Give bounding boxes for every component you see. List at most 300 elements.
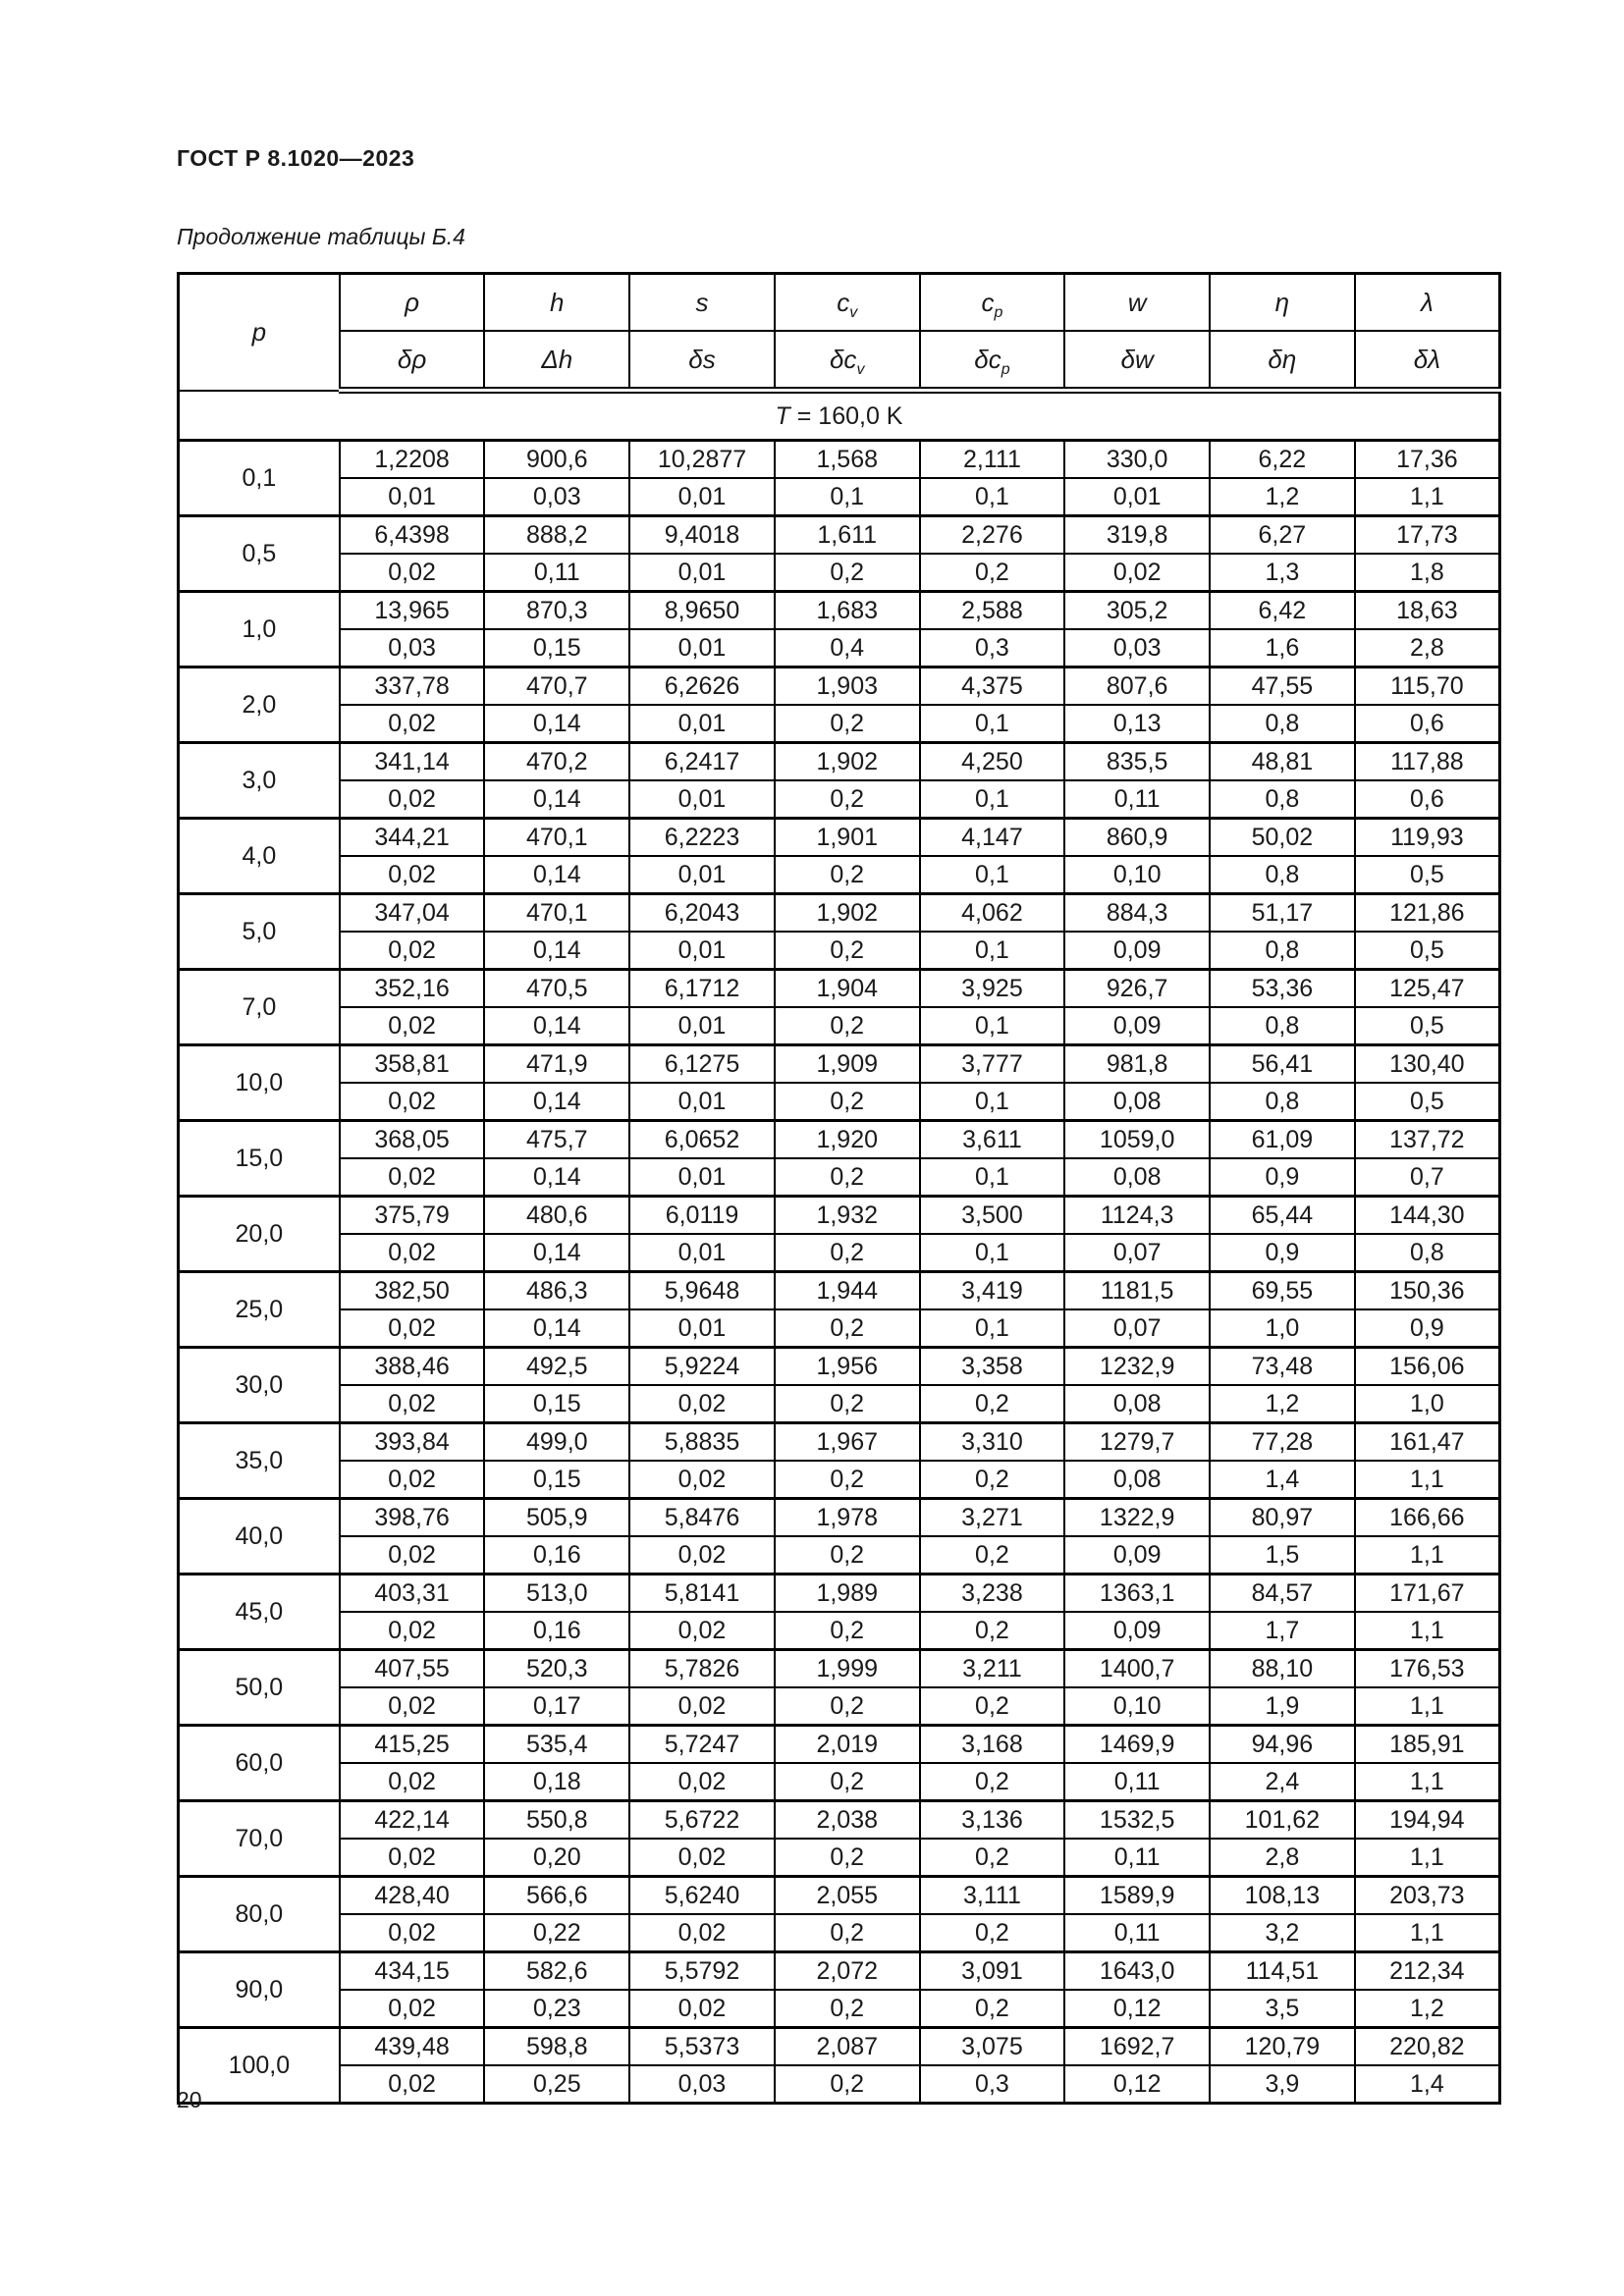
value-row — [179, 1423, 1500, 1462]
delta-cell: 0,2 — [775, 1083, 920, 1121]
delta-cell: 0,02 — [340, 1839, 485, 1877]
value-cell: 4,062 — [920, 894, 1065, 933]
delta-cell: 0,8 — [1210, 705, 1355, 743]
value-row — [179, 592, 1500, 630]
value-cell: 73,48 — [1210, 1348, 1355, 1386]
delta-cell: 0,14 — [484, 1309, 629, 1348]
pressure-column-header: p — [179, 274, 340, 391]
delta-cell: 0,2 — [920, 1763, 1065, 1801]
delta-cell: 0,12 — [1064, 1990, 1210, 2028]
value-cell: 1469,9 — [1064, 1726, 1210, 1764]
delta-cell: 0,08 — [1064, 1158, 1210, 1197]
value-cell: 120,79 — [1210, 2028, 1355, 2066]
column-header-delta: Δh — [484, 331, 629, 391]
delta-cell: 0,02 — [340, 1309, 485, 1348]
pressure-cell: 7,0 — [179, 970, 340, 1045]
delta-row — [179, 1914, 1500, 1952]
value-cell: 121,86 — [1355, 894, 1500, 933]
delta-cell: 0,5 — [1355, 1083, 1500, 1121]
delta-cell: 0,09 — [1064, 1536, 1210, 1575]
value-row — [179, 1272, 1500, 1310]
value-row — [179, 516, 1500, 555]
pressure-cell: 100,0 — [179, 2028, 340, 2104]
value-cell: 8,9650 — [629, 592, 775, 630]
delta-cell: 1,8 — [1355, 554, 1500, 592]
value-cell: 2,111 — [920, 441, 1065, 479]
value-cell: 470,7 — [484, 667, 629, 706]
delta-cell: 1,1 — [1355, 1763, 1500, 1801]
header-row-deltas — [179, 331, 1500, 391]
delta-cell: 0,02 — [629, 1839, 775, 1877]
delta-cell: 0,5 — [1355, 1007, 1500, 1045]
value-cell: 115,70 — [1355, 667, 1500, 706]
value-cell: 6,2043 — [629, 894, 775, 933]
pressure-cell: 45,0 — [179, 1575, 340, 1650]
value-row — [179, 1348, 1500, 1386]
delta-cell: 0,14 — [484, 856, 629, 894]
value-cell: 884,3 — [1064, 894, 1210, 933]
temperature-value: = 160,0 K — [789, 401, 903, 430]
delta-cell: 0,2 — [775, 1990, 920, 2028]
delta-cell: 0,2 — [775, 1385, 920, 1423]
delta-cell: 0,2 — [920, 1914, 1065, 1952]
pressure-cell: 80,0 — [179, 1877, 340, 1952]
delta-cell: 0,02 — [340, 1007, 485, 1045]
value-cell: 1,999 — [775, 1650, 920, 1688]
value-cell: 1643,0 — [1064, 1952, 1210, 1991]
value-cell: 10,2877 — [629, 441, 775, 479]
value-cell: 5,6722 — [629, 1801, 775, 1840]
value-cell: 486,3 — [484, 1272, 629, 1310]
delta-cell: 0,02 — [1064, 554, 1210, 592]
delta-cell: 2,8 — [1355, 629, 1500, 667]
delta-cell: 1,5 — [1210, 1536, 1355, 1575]
pressure-cell: 70,0 — [179, 1801, 340, 1877]
delta-cell: 0,2 — [775, 1763, 920, 1801]
delta-cell: 0,1 — [920, 1083, 1065, 1121]
value-cell: 3,611 — [920, 1121, 1065, 1159]
value-cell: 582,6 — [484, 1952, 629, 1991]
delta-row — [179, 554, 1500, 592]
value-cell: 520,3 — [484, 1650, 629, 1688]
value-cell: 475,7 — [484, 1121, 629, 1159]
value-cell: 6,0119 — [629, 1197, 775, 1235]
delta-cell: 0,3 — [920, 2065, 1065, 2104]
value-row — [179, 1801, 1500, 1840]
document-code: ГОСТ Р 8.1020—2023 — [177, 145, 415, 171]
value-cell: 4,375 — [920, 667, 1065, 706]
delta-cell: 0,03 — [484, 478, 629, 516]
value-cell: 888,2 — [484, 516, 629, 555]
delta-cell: 0,02 — [629, 1461, 775, 1499]
delta-cell: 0,14 — [484, 1083, 629, 1121]
properties-table — [177, 272, 1501, 2105]
delta-cell: 0,14 — [484, 1234, 629, 1272]
value-cell: 981,8 — [1064, 1045, 1210, 1084]
delta-cell: 0,2 — [775, 932, 920, 970]
value-cell: 51,17 — [1210, 894, 1355, 933]
delta-cell: 0,18 — [484, 1763, 629, 1801]
delta-cell: 0,02 — [340, 1385, 485, 1423]
column-header-symbol: h — [484, 274, 629, 332]
delta-cell: 0,5 — [1355, 856, 1500, 894]
delta-cell: 0,02 — [340, 554, 485, 592]
value-cell: 125,47 — [1355, 970, 1500, 1008]
value-row — [179, 1045, 1500, 1084]
column-header-symbol: η — [1210, 274, 1355, 332]
value-cell: 319,8 — [1064, 516, 1210, 555]
value-cell: 117,88 — [1355, 743, 1500, 781]
delta-cell: 0,01 — [340, 478, 485, 516]
value-cell: 56,41 — [1210, 1045, 1355, 1084]
value-cell: 150,36 — [1355, 1272, 1500, 1310]
delta-cell: 1,6 — [1210, 629, 1355, 667]
column-header-delta: δλ — [1355, 331, 1500, 391]
value-cell: 1400,7 — [1064, 1650, 1210, 1688]
value-cell: 1232,9 — [1064, 1348, 1210, 1386]
delta-cell: 1,1 — [1355, 1687, 1500, 1726]
delta-cell: 0,9 — [1210, 1158, 1355, 1197]
value-cell: 434,15 — [340, 1952, 485, 1991]
delta-cell: 0,01 — [629, 1234, 775, 1272]
value-cell: 835,5 — [1064, 743, 1210, 781]
delta-cell: 0,2 — [775, 1461, 920, 1499]
delta-row — [179, 780, 1500, 819]
delta-cell: 1,9 — [1210, 1687, 1355, 1726]
value-cell: 1,909 — [775, 1045, 920, 1084]
value-cell: 6,27 — [1210, 516, 1355, 555]
value-cell: 470,1 — [484, 894, 629, 933]
delta-cell: 0,11 — [1064, 1914, 1210, 1952]
delta-cell: 0,1 — [920, 478, 1065, 516]
delta-cell: 0,02 — [629, 1536, 775, 1575]
value-cell: 3,310 — [920, 1423, 1065, 1462]
value-cell: 393,84 — [340, 1423, 485, 1462]
value-cell: 17,73 — [1355, 516, 1500, 555]
delta-cell: 0,14 — [484, 932, 629, 970]
column-header-symbol: ρ — [340, 274, 485, 332]
delta-cell: 0,2 — [775, 1536, 920, 1575]
delta-row — [179, 1461, 1500, 1499]
value-cell: 13,965 — [340, 592, 485, 630]
delta-cell: 0,02 — [340, 932, 485, 970]
delta-row — [179, 1234, 1500, 1272]
value-cell: 1322,9 — [1064, 1499, 1210, 1537]
delta-cell: 1,1 — [1355, 478, 1500, 516]
delta-cell: 3,5 — [1210, 1990, 1355, 2028]
delta-row — [179, 705, 1500, 743]
delta-cell: 0,1 — [920, 932, 1065, 970]
table-caption: Продолжение таблицы Б.4 — [177, 224, 465, 249]
value-cell: 84,57 — [1210, 1575, 1355, 1613]
pressure-cell: 0,5 — [179, 516, 340, 592]
value-cell: 176,53 — [1355, 1650, 1500, 1688]
pressure-cell: 90,0 — [179, 1952, 340, 2028]
delta-cell: 1,0 — [1210, 1309, 1355, 1348]
header-row-symbols — [179, 274, 1500, 332]
delta-cell: 0,16 — [484, 1536, 629, 1575]
delta-cell: 0,15 — [484, 1385, 629, 1423]
value-cell: 1,978 — [775, 1499, 920, 1537]
delta-cell: 0,2 — [775, 1687, 920, 1726]
delta-cell: 0,23 — [484, 1990, 629, 2028]
value-cell: 4,250 — [920, 743, 1065, 781]
pressure-cell: 3,0 — [179, 743, 340, 819]
delta-row — [179, 1687, 1500, 1726]
delta-cell: 0,2 — [920, 1839, 1065, 1877]
delta-cell: 0,2 — [920, 1990, 1065, 2028]
delta-cell: 0,9 — [1210, 1234, 1355, 1272]
delta-row — [179, 629, 1500, 667]
delta-cell: 0,02 — [340, 1158, 485, 1197]
value-cell: 5,9224 — [629, 1348, 775, 1386]
delta-cell: 0,3 — [920, 629, 1065, 667]
delta-cell: 0,2 — [775, 554, 920, 592]
delta-cell: 0,17 — [484, 1687, 629, 1726]
delta-cell: 0,01 — [629, 1007, 775, 1045]
value-cell: 3,238 — [920, 1575, 1065, 1613]
delta-cell: 0,02 — [340, 2065, 485, 2104]
delta-cell: 0,02 — [629, 1612, 775, 1650]
delta-cell: 2,4 — [1210, 1763, 1355, 1801]
value-cell: 1,901 — [775, 819, 920, 857]
delta-cell: 0,1 — [920, 1309, 1065, 1348]
value-cell: 352,16 — [340, 970, 485, 1008]
value-cell: 6,1712 — [629, 970, 775, 1008]
value-cell: 3,091 — [920, 1952, 1065, 1991]
value-cell: 6,2417 — [629, 743, 775, 781]
delta-cell: 0,8 — [1355, 1234, 1500, 1272]
delta-cell: 0,09 — [1064, 1612, 1210, 1650]
delta-cell: 0,02 — [340, 780, 485, 819]
value-cell: 480,6 — [484, 1197, 629, 1235]
value-cell: 6,1275 — [629, 1045, 775, 1084]
value-row — [179, 1197, 1500, 1235]
value-cell: 61,09 — [1210, 1121, 1355, 1159]
delta-row — [179, 1612, 1500, 1650]
delta-cell: 1,1 — [1355, 1839, 1500, 1877]
value-cell: 1532,5 — [1064, 1801, 1210, 1840]
delta-cell: 0,02 — [340, 1612, 485, 1650]
delta-cell: 1,4 — [1210, 1461, 1355, 1499]
pressure-cell: 15,0 — [179, 1121, 340, 1197]
value-cell: 415,25 — [340, 1726, 485, 1764]
pressure-cell: 1,0 — [179, 592, 340, 667]
delta-cell: 0,01 — [629, 1083, 775, 1121]
pressure-cell: 10,0 — [179, 1045, 340, 1121]
value-cell: 470,5 — [484, 970, 629, 1008]
delta-cell: 0,01 — [629, 856, 775, 894]
delta-cell: 0,11 — [1064, 1763, 1210, 1801]
value-cell: 1,956 — [775, 1348, 920, 1386]
delta-cell: 0,25 — [484, 2065, 629, 2104]
delta-cell: 1,3 — [1210, 554, 1355, 592]
column-header-symbol: w — [1064, 274, 1210, 332]
delta-cell: 1,7 — [1210, 1612, 1355, 1650]
delta-cell: 1,1 — [1355, 1612, 1500, 1650]
value-cell: 171,67 — [1355, 1575, 1500, 1613]
delta-cell: 0,02 — [340, 1234, 485, 1272]
value-cell: 305,2 — [1064, 592, 1210, 630]
value-cell: 926,7 — [1064, 970, 1210, 1008]
value-cell: 144,30 — [1355, 1197, 1500, 1235]
value-cell: 422,14 — [340, 1801, 485, 1840]
delta-cell: 0,07 — [1064, 1234, 1210, 1272]
value-cell: 18,63 — [1355, 592, 1500, 630]
value-cell: 48,81 — [1210, 743, 1355, 781]
value-cell: 80,97 — [1210, 1499, 1355, 1537]
value-row — [179, 1877, 1500, 1915]
delta-cell: 0,1 — [920, 705, 1065, 743]
delta-row — [179, 1536, 1500, 1575]
delta-cell: 3,9 — [1210, 2065, 1355, 2104]
value-cell: 3,358 — [920, 1348, 1065, 1386]
value-cell: 2,019 — [775, 1726, 920, 1764]
value-cell: 130,40 — [1355, 1045, 1500, 1084]
delta-cell: 0,02 — [340, 856, 485, 894]
value-cell: 3,136 — [920, 1801, 1065, 1840]
value-cell: 5,8141 — [629, 1575, 775, 1613]
value-cell: 513,0 — [484, 1575, 629, 1613]
pressure-cell: 50,0 — [179, 1650, 340, 1726]
table-head — [179, 274, 1500, 391]
delta-cell: 0,1 — [920, 780, 1065, 819]
delta-cell: 0,8 — [1210, 780, 1355, 819]
delta-cell: 0,11 — [1064, 780, 1210, 819]
delta-cell: 0,11 — [484, 554, 629, 592]
value-cell: 398,76 — [340, 1499, 485, 1537]
delta-cell: 0,1 — [920, 1007, 1065, 1045]
delta-cell: 0,02 — [340, 1763, 485, 1801]
delta-cell: 1,2 — [1210, 1385, 1355, 1423]
column-header-delta: $\delta c_p$ — [920, 331, 1065, 391]
value-cell: 88,10 — [1210, 1650, 1355, 1688]
delta-cell: 0,1 — [920, 856, 1065, 894]
delta-cell: 0,02 — [340, 1461, 485, 1499]
temperature-symbol: T — [775, 401, 790, 430]
delta-cell: 0,02 — [340, 1687, 485, 1726]
pressure-cell: 2,0 — [179, 667, 340, 743]
value-row — [179, 667, 1500, 706]
delta-cell: 0,15 — [484, 1461, 629, 1499]
temperature-cell — [179, 391, 1500, 441]
delta-cell: 0,02 — [629, 1687, 775, 1726]
value-cell: 2,588 — [920, 592, 1065, 630]
delta-cell: 0,01 — [629, 629, 775, 667]
pressure-cell: 5,0 — [179, 894, 340, 970]
value-cell: 1363,1 — [1064, 1575, 1210, 1613]
delta-row — [179, 1007, 1500, 1045]
value-row — [179, 2028, 1500, 2066]
delta-cell: 0,02 — [340, 1914, 485, 1952]
value-cell: 5,5792 — [629, 1952, 775, 1991]
delta-cell: 3,2 — [1210, 1914, 1355, 1952]
delta-cell: 2,8 — [1210, 1839, 1355, 1877]
delta-cell: 0,2 — [775, 1914, 920, 1952]
value-cell: 5,8835 — [629, 1423, 775, 1462]
value-cell: 50,02 — [1210, 819, 1355, 857]
value-cell: 4,147 — [920, 819, 1065, 857]
value-cell: 156,06 — [1355, 1348, 1500, 1386]
delta-cell: 0,01 — [629, 705, 775, 743]
delta-cell: 0,02 — [340, 1083, 485, 1121]
value-cell: 1,568 — [775, 441, 920, 479]
delta-cell: 0,02 — [340, 1990, 485, 2028]
value-cell: 535,4 — [484, 1726, 629, 1764]
delta-cell: 0,22 — [484, 1914, 629, 1952]
delta-cell: 0,1 — [775, 478, 920, 516]
delta-cell: 1,2 — [1210, 478, 1355, 516]
delta-row — [179, 2065, 1500, 2104]
value-row — [179, 1575, 1500, 1613]
value-cell: 65,44 — [1210, 1197, 1355, 1235]
delta-cell: 0,10 — [1064, 1687, 1210, 1726]
delta-cell: 0,1 — [920, 1234, 1065, 1272]
value-cell: 1,989 — [775, 1575, 920, 1613]
value-row — [179, 441, 1500, 479]
value-row — [179, 819, 1500, 857]
value-cell: 194,94 — [1355, 1801, 1500, 1840]
value-cell: 6,0652 — [629, 1121, 775, 1159]
delta-row — [179, 478, 1500, 516]
value-cell: 3,500 — [920, 1197, 1065, 1235]
value-cell: 6,2626 — [629, 667, 775, 706]
value-cell: 1,920 — [775, 1121, 920, 1159]
value-row — [179, 894, 1500, 933]
delta-cell: 0,14 — [484, 780, 629, 819]
value-cell: 330,0 — [1064, 441, 1210, 479]
delta-cell: 0,2 — [775, 780, 920, 819]
value-cell: 407,55 — [340, 1650, 485, 1688]
value-cell: 161,47 — [1355, 1423, 1500, 1462]
value-cell: 1,902 — [775, 894, 920, 933]
delta-cell: 1,4 — [1355, 2065, 1500, 2104]
delta-cell: 0,02 — [629, 1385, 775, 1423]
delta-cell: 0,01 — [629, 554, 775, 592]
delta-cell: 0,2 — [775, 1309, 920, 1348]
delta-cell: 0,02 — [629, 1990, 775, 2028]
value-cell: 2,087 — [775, 2028, 920, 2066]
value-cell: 347,04 — [340, 894, 485, 933]
column-header-delta: δη — [1210, 331, 1355, 391]
delta-cell: 0,11 — [1064, 1839, 1210, 1877]
value-cell: 5,7247 — [629, 1726, 775, 1764]
delta-cell: 0,03 — [340, 629, 485, 667]
delta-cell: 0,6 — [1355, 780, 1500, 819]
value-cell: 108,13 — [1210, 1877, 1355, 1915]
value-cell: 5,5373 — [629, 2028, 775, 2066]
value-cell: 1,944 — [775, 1272, 920, 1310]
value-cell: 94,96 — [1210, 1726, 1355, 1764]
value-cell: 114,51 — [1210, 1952, 1355, 1991]
delta-cell: 0,09 — [1064, 932, 1210, 970]
value-cell: 3,271 — [920, 1499, 1065, 1537]
value-cell: 17,36 — [1355, 441, 1500, 479]
delta-cell: 0,2 — [775, 2065, 920, 2104]
delta-cell: 0,02 — [340, 705, 485, 743]
value-row — [179, 1650, 1500, 1688]
value-cell: 3,925 — [920, 970, 1065, 1008]
delta-cell: 0,4 — [775, 629, 920, 667]
value-cell: 1,902 — [775, 743, 920, 781]
delta-cell: 0,14 — [484, 705, 629, 743]
column-header-symbol: s — [629, 274, 775, 332]
value-row — [179, 1121, 1500, 1159]
value-cell: 375,79 — [340, 1197, 485, 1235]
value-cell: 1,683 — [775, 592, 920, 630]
delta-cell: 0,12 — [1064, 2065, 1210, 2104]
delta-cell: 0,7 — [1355, 1158, 1500, 1197]
